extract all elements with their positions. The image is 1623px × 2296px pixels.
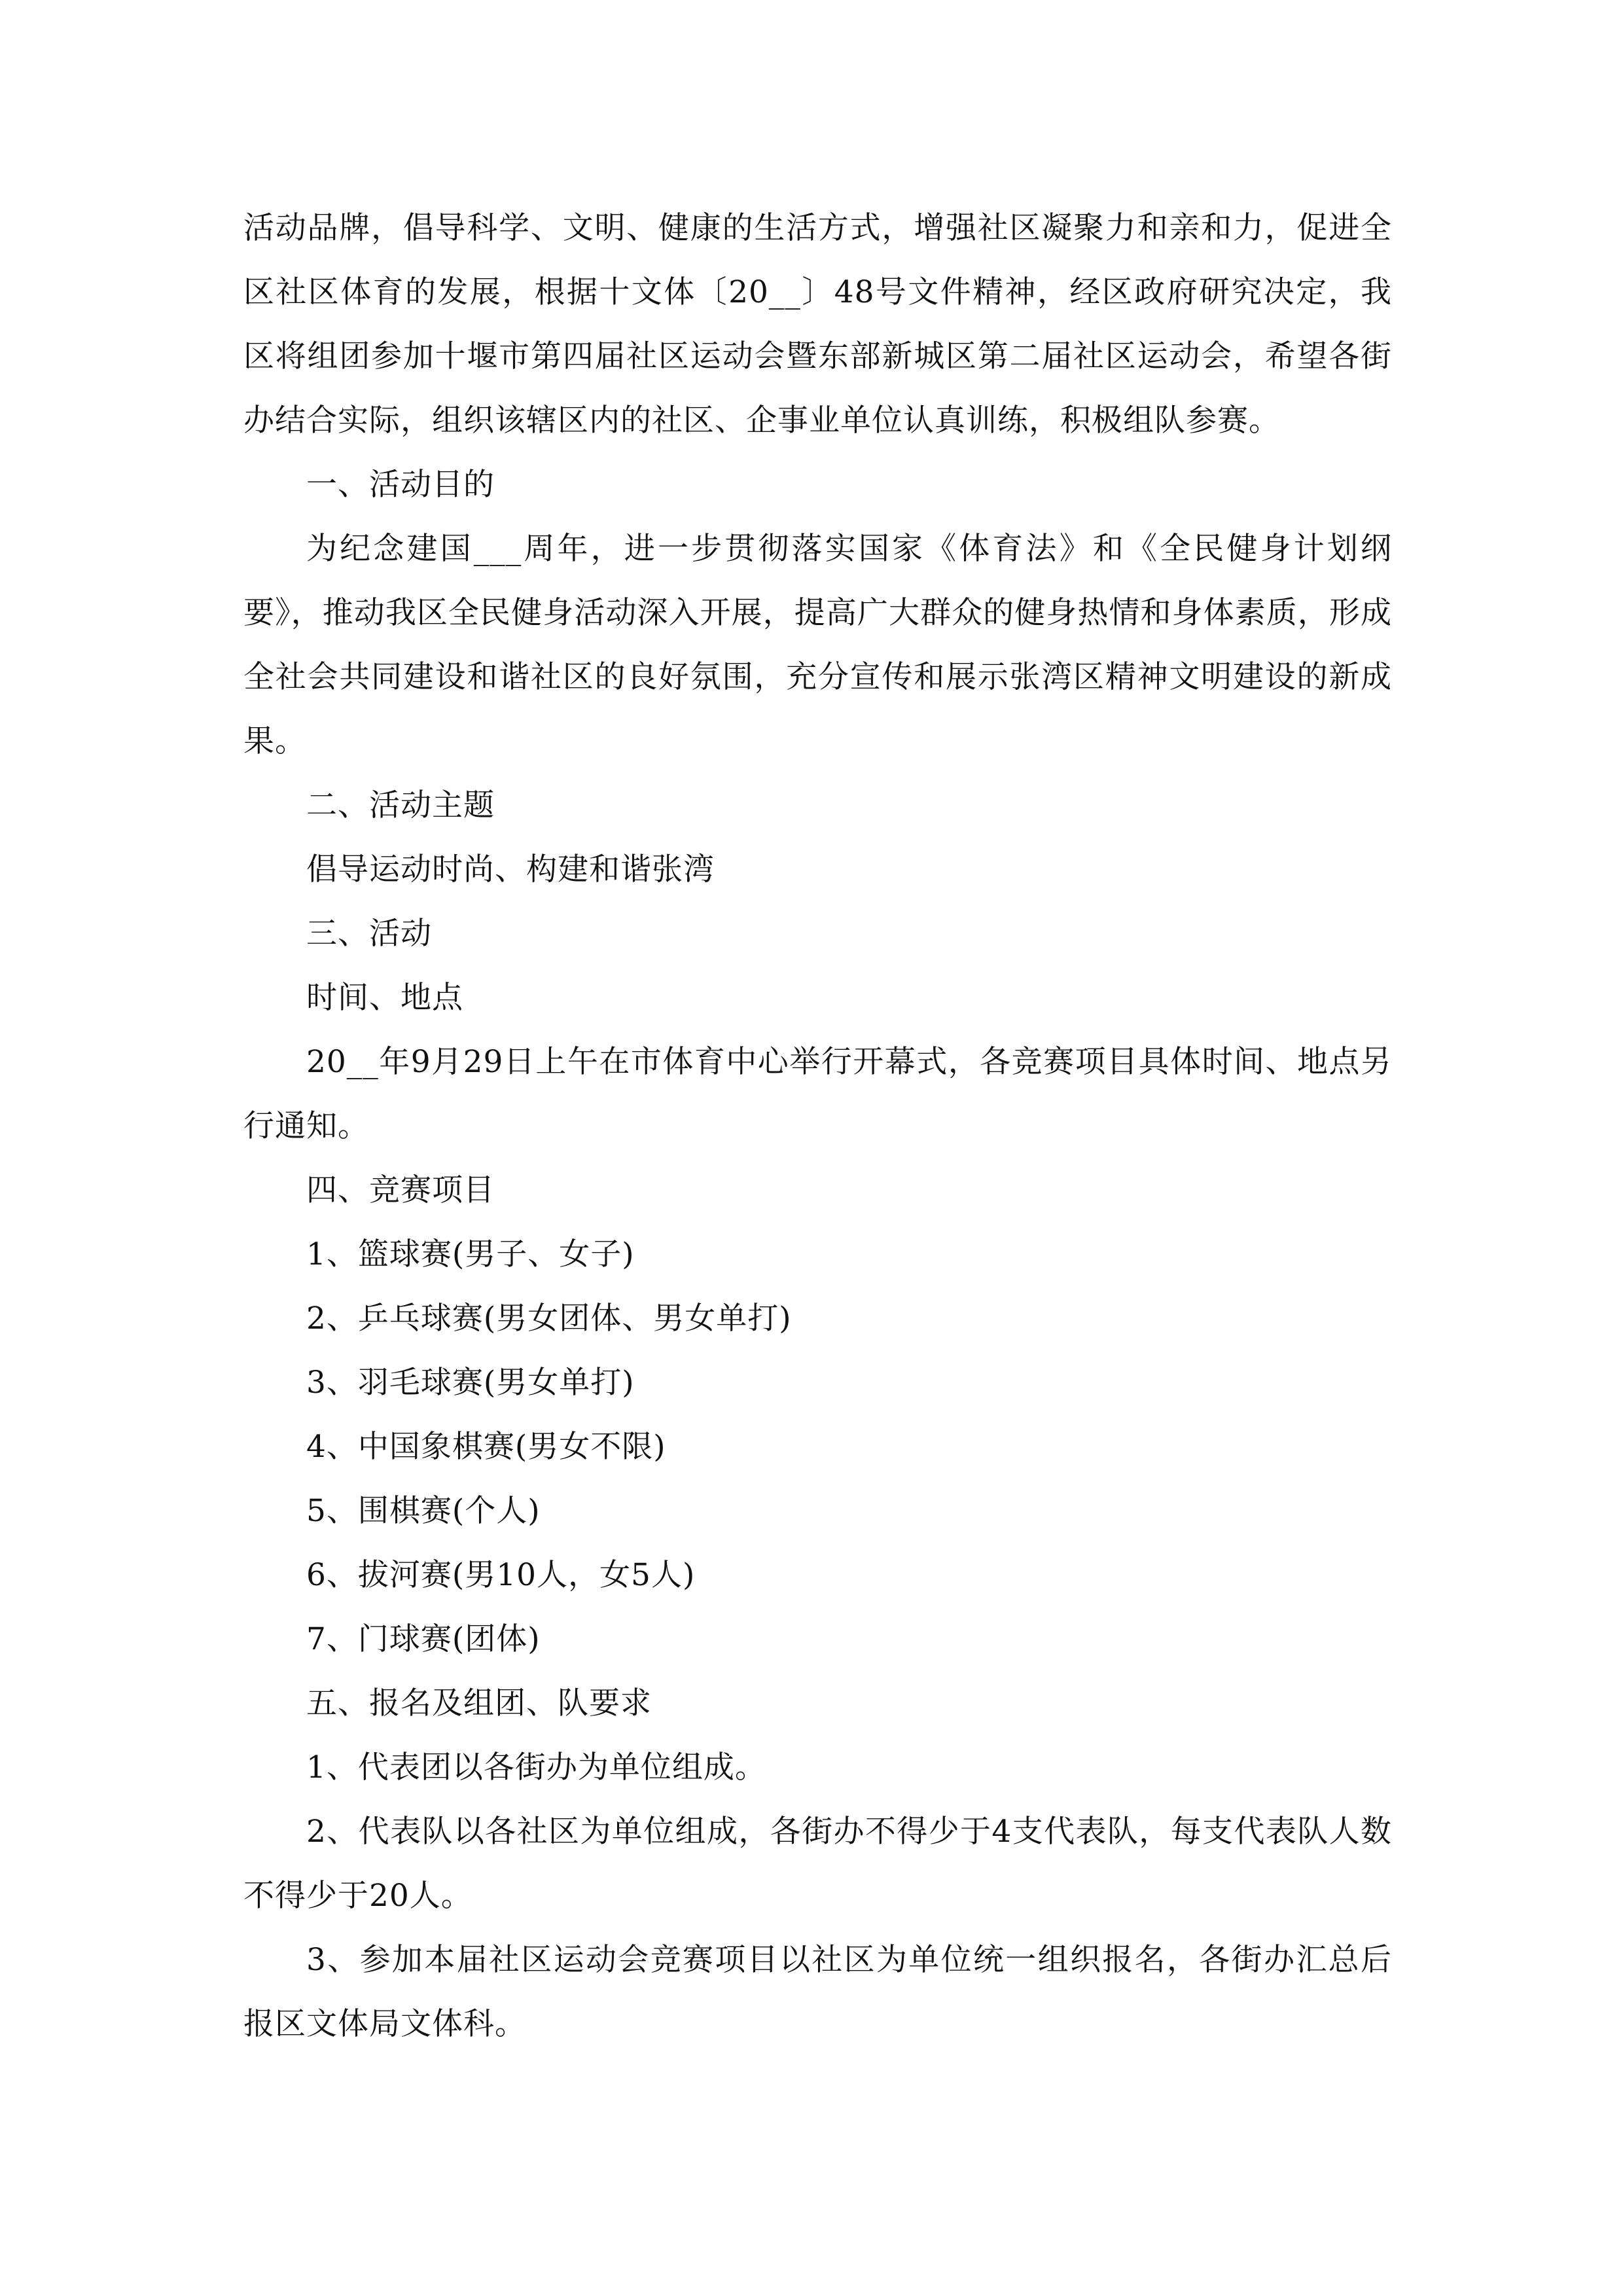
event-item-go: 5、围棋赛(个人)	[306, 1493, 541, 1529]
subheading-time-place: 时间、地点	[306, 980, 463, 1016]
section-heading-theme: 二、活动主题	[306, 787, 495, 823]
theme-paragraph: 倡导运动时尚、构建和谐张湾	[306, 852, 715, 888]
intro-paragraph: 活动品牌，倡导科学、文明、健康的生活方式，增强社区凝聚力和亲和力，促进全区社区体育的发展，根据十文体〔20__〕48号文件精神，经区政府研究决定，我区将组团参加十堰市第四届社区运动会暨东部新城区第二届社区运动会，希望各街办结合实际，组织该辖区内的社区、企事业单位认真训练，积极组队参赛。	[243, 210, 1392, 439]
section-heading-events: 四、竞赛项目	[306, 1172, 495, 1208]
section-heading-purpose: 一、活动目的	[306, 467, 495, 503]
requirement-item-1: 1、代表团以各街办为单位组成。	[306, 1749, 766, 1785]
event-item-badminton: 3、羽毛球赛(男女单打)	[306, 1365, 635, 1401]
requirement-item-2: 2、代表队以各社区为单位组成，各街办不得少于4支代表队，每支代表队人数不得少于20人。	[243, 1814, 1392, 1914]
purpose-paragraph: 为纪念建国___周年，进一步贯彻落实国家《体育法》和《全民健身计划纲要》，推动我区全民健身活动深入开展，提高广大群众的健身热情和身体素质，形成全社会共同建设和谐社区的良好氛围，充分宣传和展示张湾区精神文明建设的新成果。	[243, 531, 1392, 759]
event-item-tug-of-war: 6、拔河赛(男10人，女5人)	[306, 1557, 696, 1593]
document-body	[243, 196, 1392, 2056]
event-item-gateball: 7、门球赛(团体)	[306, 1621, 541, 1657]
time-place-paragraph: 20__年9月29日上午在市体育中心举行开幕式，各竞赛项目具体时间、地点另行通知。	[243, 1044, 1392, 1144]
event-item-basketball: 1、篮球赛(男子、女子)	[306, 1236, 635, 1272]
requirement-item-3: 3、参加本届社区运动会竞赛项目以社区为单位统一组织报名，各街办汇总后报区文体局文体科。	[243, 1942, 1392, 2042]
event-item-table-tennis: 2、乒乓球赛(男女团体、男女单打)	[306, 1300, 792, 1336]
section-heading-registration: 五、报名及组团、队要求	[306, 1685, 652, 1721]
section-heading-activity: 三、活动	[306, 916, 432, 952]
event-item-chinese-chess: 4、中国象棋赛(男女不限)	[306, 1429, 666, 1465]
